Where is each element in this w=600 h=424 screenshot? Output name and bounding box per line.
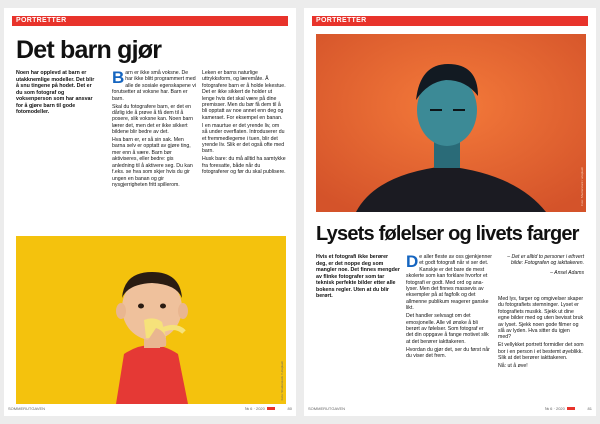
magazine-name: SOMMERUTGAVEN xyxy=(8,406,46,411)
body-paragraph: Leken er barns naturlige uttrykksform, og læremåte. Å fotografere barn er å holde lekestue. Det er ikke sikkert de holder ut lenge hvis det skal være på dine premisser. Men du bør få dem til å bli opptatt av noe annet enn deg og kameraet. For eksempel en banan. xyxy=(202,70,286,121)
body-paragraph: arn er ikke små voksne. De har ikke blitt programmert med alle de sosiale egenskapene vi forutsetter at voksne har. Barn er barn. xyxy=(112,70,196,102)
body-column-2 xyxy=(112,70,196,190)
body-paragraph: e aller fleste av oss gjenkjenner et godt fotografi når vi ser det. Kanskje er det bare de mest skolerte som kan forklare hvorfor et fotografi er godt. Med ord og analyser. Men det finnes massevis av eksempler på at fagfolk og det allmenne publikum reagerer ganske likt. xyxy=(406,254,492,312)
portrait-illustration xyxy=(316,34,586,212)
page-footer xyxy=(8,404,292,412)
lead-paragraph: Hvis et fotografi ikke berører deg, er det noppe deg som mangler noe. Det finnes mengder av flinke fotografer som tar teknisk perfekte bilder etter alle bokens regler. Uten at du blir berørt. xyxy=(316,254,400,299)
issue-text: № 6 · 2020 xyxy=(244,406,265,411)
section-label: PORTRETTER xyxy=(316,17,367,24)
quote-text: – Det er alltid to personer i ethvert bilde: Fotografen og iakttakeren. xyxy=(507,254,584,267)
left-page xyxy=(4,8,296,416)
child-illustration xyxy=(16,236,286,404)
drop-cap: B xyxy=(112,68,125,87)
lead-paragraph: Noen har opplevd at barn er utakknemlige modeller. Det blir å snu tingene på hodet. Det er du som fotograf og voksenperson som har ansvar for å gjøre barn til gode fotomodeller. xyxy=(16,70,95,115)
article-headline: Lysets følelser og livets farger xyxy=(316,223,579,245)
body-column-2 xyxy=(406,254,492,361)
body-paragraph: Husk bare: du må alltid ha samtykke fra foresatte, både når du fotograferer og før du skal publisere. xyxy=(202,156,286,176)
article-headline: Det barn gjør xyxy=(16,36,162,64)
page-number: 80 xyxy=(287,406,292,411)
magazine-logo-icon xyxy=(567,407,575,410)
body-paragraph: Hvordan du gjør det, ser du først når du viser det frem. xyxy=(406,346,490,360)
quote-author: – Ansel Adams xyxy=(550,269,584,276)
portrait-photo xyxy=(316,34,586,212)
issue-number xyxy=(545,406,576,411)
page-number: 81 xyxy=(587,406,592,411)
body-paragraph: Nå: ut å øve! xyxy=(498,363,528,370)
section-banner xyxy=(312,16,588,26)
page-footer xyxy=(308,404,592,412)
section-label: PORTRETTER xyxy=(16,17,67,24)
body-paragraph: I en maurtue er det yrende liv, om så under overflaten. Introduserer du et fremmedlegeme i tuen, blir det yrende liv. Slik er det også ofte med barn. xyxy=(202,122,285,155)
issue-number xyxy=(245,406,276,411)
body-paragraph: Med lys, farger og omgivelser skaper du fotografiets stemninger. Lyset er fotografiets musikk. Sjekk ut dine egne bilder med og uten bevisst bruk av lyset. Sjekk noen gode filmer og slå av lyden. Hva sitter du igjen med? xyxy=(498,296,584,341)
magazine-logo-icon xyxy=(267,407,275,410)
issue-text: № 6 · 2020 xyxy=(544,406,565,411)
pull-quote xyxy=(498,254,584,276)
photo-credit: Foto: Shutterstock / unsplash xyxy=(580,167,584,206)
body-paragraph: Skal du fotografere barn, er det en dårlig ide å prøve å få dem til å posere, slik voksne kan. Noen barn lærer det, men det er ikke sikkert bildene blir bedre av det. xyxy=(112,103,194,136)
section-banner xyxy=(12,16,288,26)
body-paragraph: Hva barn er, er så sin sak. Men barna selv er opptatt av gjøre ting, mer enn å være. Barn bør aktiviseres, eller bedre: gis anledning til å aktivere seg. Du kan f.eks. se hva som skjer hvis du gir ungen en banan og gir nysgjerrigheten fritt spillerom. xyxy=(112,137,193,188)
photo-credit: Foto: Shutterstock / Unsplash xyxy=(280,360,284,400)
body-column-3 xyxy=(498,296,584,371)
magazine-name: SOMMERUTGAVEN xyxy=(308,406,346,411)
body-paragraph: Det handler selvsagt om det emosjonelle. Alle vil ønske å bli berørt av følelser. Som fotograf er det din oppgave å fange motivet slik at det berører iakttakeren. xyxy=(406,313,489,345)
child-with-banana-photo xyxy=(16,236,286,404)
body-column-3 xyxy=(202,70,286,177)
right-page xyxy=(304,8,596,416)
body-paragraph: Et vellykket portrett formidler det som bor i en person i et bestemt øyeblikk. Slik at det berører iakttakeren. xyxy=(498,342,584,362)
drop-cap: D xyxy=(406,252,419,271)
